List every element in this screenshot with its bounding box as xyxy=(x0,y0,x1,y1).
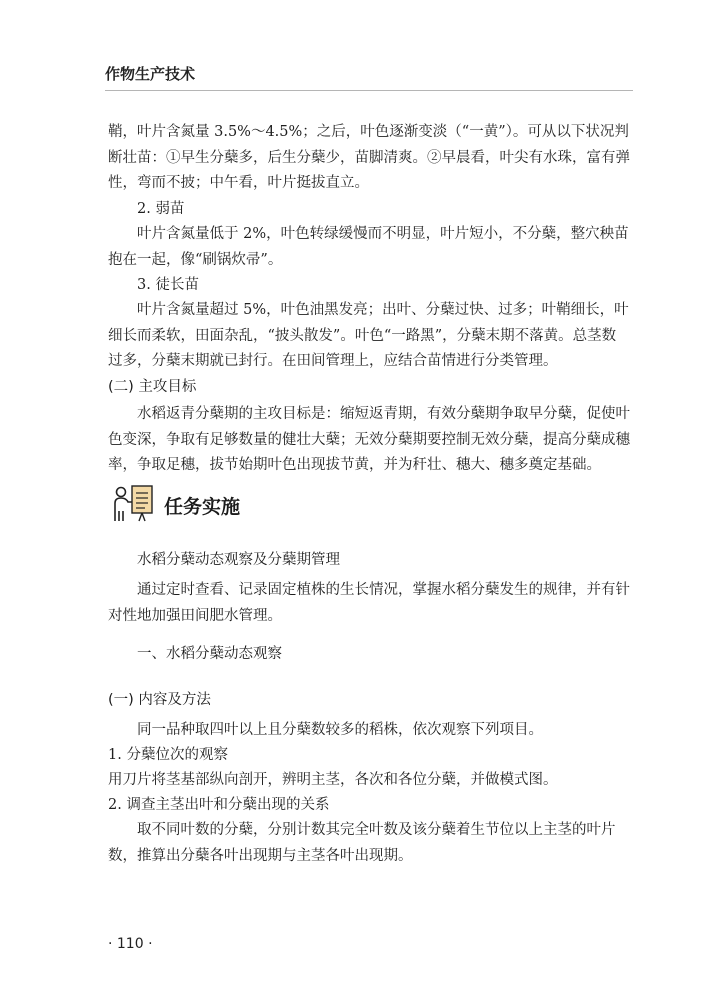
teacher-board-icon xyxy=(112,483,156,527)
task-title: 任务实施 xyxy=(164,495,241,518)
paragraph-task-intro: 通过定时查看、记录固定植株的生长情况，掌握水稻分蘖发生的规律，并有针对性地加强田间肥水管理。 xyxy=(108,582,630,624)
paragraph-content-4: 2. 调查主茎出叶和分蘖出现的关系 xyxy=(108,797,330,813)
paragraph-tall-seedling: 叶片含氮量超过 5%，叶色油黑发亮；出叶、分蘖过快、过多；叶鞘细长，叶细长而柔软，田面杂乱，“披头散发”。叶色“一路黑”，分蘖末期不落黄。总茎数过多，分蘖末期就已封行。在田间管理上，应结合苗情进行分类管理。 xyxy=(108,302,629,369)
task-section-banner xyxy=(112,483,240,527)
paragraph-content-3: 用刀片将茎基部纵向剖开，辨明主茎，各次和各位分蘖，并做模式图。 xyxy=(108,772,558,788)
heading-task-subject: 水稻分蘖动态观察及分蘖期管理 xyxy=(137,552,340,568)
page-number: · 110 · xyxy=(108,936,153,952)
paragraph-content-1: 同一品种取四叶以上且分蘖数较多的稻株，依次观察下列项目。 xyxy=(137,722,543,738)
paragraph-weak-seedling: 叶片含氮量低于 2%，叶色转绿缓慢而不明显，叶片短小，不分蘖，整穴秧苗抱在一起，像“刷锅炊帚”。 xyxy=(108,226,629,268)
heading-content-method: (一) 内容及方法 xyxy=(108,692,211,708)
heading-section-one: 一、水稻分蘖动态观察 xyxy=(137,646,282,662)
paragraph-main-goal: 水稻返青分蘖期的主攻目标是：缩短返青期，有效分蘖期争取早分蘖，促使叶色变深，争取有足够数量的健壮大蘖；无效分蘖期要控制无效分蘖，提高分蘖成穗率，争取足穗，拔节始期叶色出现拔节黄，并为秆壮、穗大、穗多奠定基础。 xyxy=(108,406,630,473)
paragraph-strong-seedling: 鞘，叶片含氮量 3.5%～4.5%；之后，叶色逐渐变淡（“一黄”）。可从以下状况判断壮苗：①早生分蘖多，后生分蘖少，苗脚清爽。②早晨看，叶尖有水珠，富有弹性，弯而不披；中午看，叶片挺拔直立。 xyxy=(108,124,630,191)
paragraph-content-5: 取不同叶数的分蘖，分别计数其完全叶数及该分蘖着生节位以上主茎的叶片数，推算出分蘖各叶出现期与主茎各叶出现期。 xyxy=(108,822,616,864)
paragraph-content-2: 1. 分蘖位次的观察 xyxy=(108,747,228,763)
heading-weak-seedling: 2. 弱苗 xyxy=(137,201,185,217)
heading-main-goal: (二) 主攻目标 xyxy=(108,379,197,395)
header-rule xyxy=(105,90,633,91)
heading-tall-seedling: 3. 徒长苗 xyxy=(137,277,199,293)
running-header: 作物生产技术 xyxy=(105,65,196,83)
